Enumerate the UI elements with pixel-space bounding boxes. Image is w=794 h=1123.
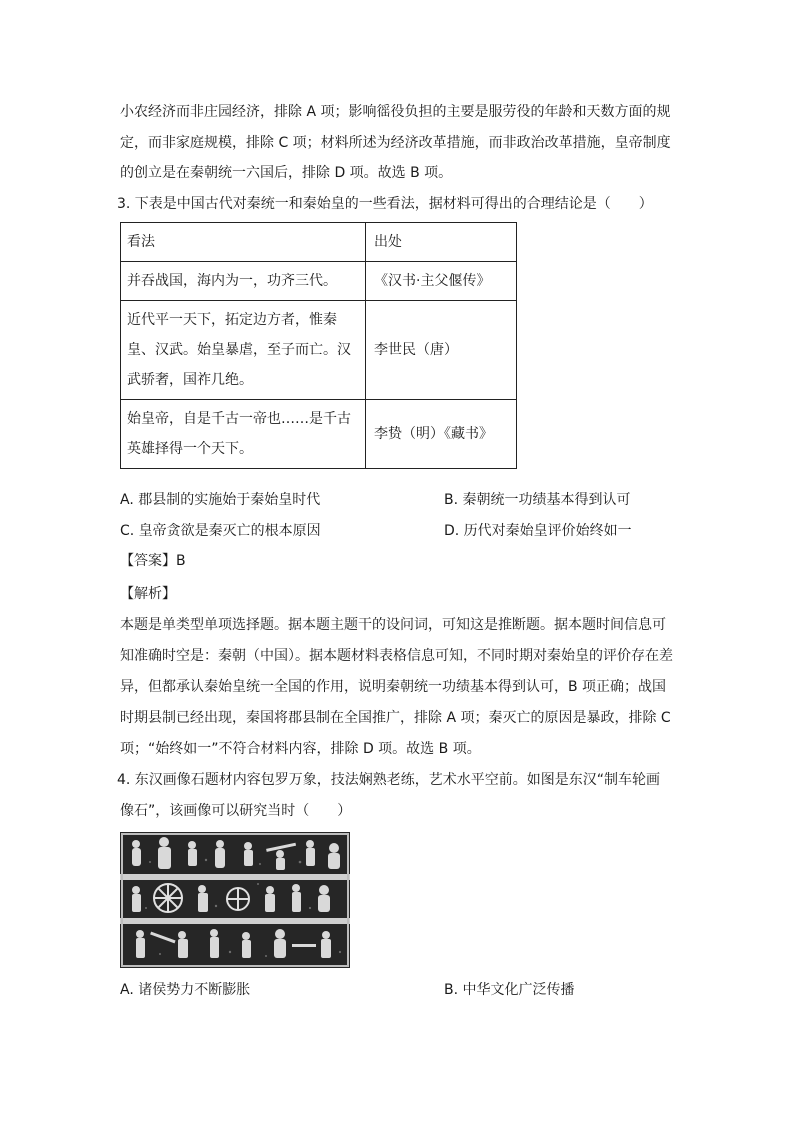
- q3-table: [120, 222, 517, 469]
- table-header-view: 看法: [121, 223, 366, 262]
- q3-option-a: A. 郡县制的实施始于秦始皇时代: [120, 492, 321, 508]
- q3-option-b: B. 秦朝统一功绩基本得到认可: [444, 492, 631, 508]
- table-row: [121, 301, 517, 400]
- q4-stem-line-2: 像石”，该画像可以研究当时（ ）: [120, 803, 352, 819]
- q3-analysis-line-3: 异，但都承认秦始皇统一全国的作用，说明秦朝统一功绩基本得到认可，B 项正确；战国: [120, 679, 667, 695]
- table-cell-source: 李世民（唐）: [366, 301, 517, 400]
- table-cell-source: 李贽（明）《藏书》: [366, 400, 517, 469]
- view-line: 始皇帝，自是千古一帝也……是千古: [127, 411, 351, 427]
- rubbing-illustration: [120, 832, 350, 968]
- view-line: 并吞战国，海内为一，功齐三代。: [127, 273, 337, 289]
- view-line: 武骄奢，国祚几绝。: [127, 372, 253, 388]
- q3-stem: 3. 下表是中国古代对秦统一和秦始皇的一些看法，据材料可得出的合理结论是（ ）: [117, 196, 653, 212]
- q3-option-d: D. 历代对秦始皇评价始终如一: [444, 523, 632, 539]
- table-row: [121, 262, 517, 301]
- table-row: [121, 400, 517, 469]
- view-line: 近代平一天下，拓定边方者，惟秦: [127, 312, 337, 328]
- stone-relief-rubbing-image: [120, 832, 350, 968]
- q3-analysis-line-1: 本题是单类型单项选择题。据本题主题干的设问词，可知这是推断题。据本题时间信息可: [120, 617, 666, 633]
- view-line: 英雄择得一个天下。: [127, 441, 253, 457]
- q3-analysis-line-2: 知准确时空是：秦朝（中国）。据本题材料表格信息可知，不同时期对秦始皇的评价存在差: [120, 648, 673, 664]
- q3-analysis-line-4: 时期县制已经出现，秦国将郡县制在全国推广，排除 A 项；秦灭亡的原因是暴政，排除 C: [120, 710, 671, 726]
- q3-option-c: C. 皇帝贪欲是秦灭亡的根本原因: [120, 523, 321, 539]
- table-cell-view: [121, 262, 366, 301]
- table-cell-view: [121, 301, 366, 400]
- view-line: 皇、汉武。始皇暴虐，至子而亡。汉: [127, 342, 351, 358]
- table-header-source: 出处: [366, 223, 517, 262]
- q3-answer: 【答案】B: [120, 553, 186, 569]
- q4-option-a: A. 诸侯势力不断膨胀: [120, 982, 251, 998]
- intro-line-3: 的创立是在秦朝统一六国后，排除 D 项。故选 B 项。: [120, 165, 453, 181]
- intro-line-1: 小农经济而非庄园经济，排除 A 项；影响徭役负担的主要是服劳役的年龄和天数方面的规: [120, 104, 671, 120]
- table-cell-source: 《汉书·主父偃传》: [366, 262, 517, 301]
- q3-analysis-title: 【解析】: [120, 586, 176, 602]
- table-header-row: [121, 223, 517, 262]
- intro-line-2: 定，而非家庭规模，排除 C 项；材料所述为经济改革措施，而非政治改革措施，皇帝制度: [120, 135, 671, 151]
- q3-analysis-line-5: 项；“始终如一”不符合材料内容，排除 D 项。故选 B 项。: [120, 741, 481, 757]
- q4-stem-line-1: 4. 东汉画像石题材内容包罗万象，技法娴熟老练，艺术水平空前。如图是东汉“制车轮画: [117, 772, 661, 788]
- table-cell-view: [121, 400, 366, 469]
- q4-option-b: B. 中华文化广泛传播: [444, 982, 575, 998]
